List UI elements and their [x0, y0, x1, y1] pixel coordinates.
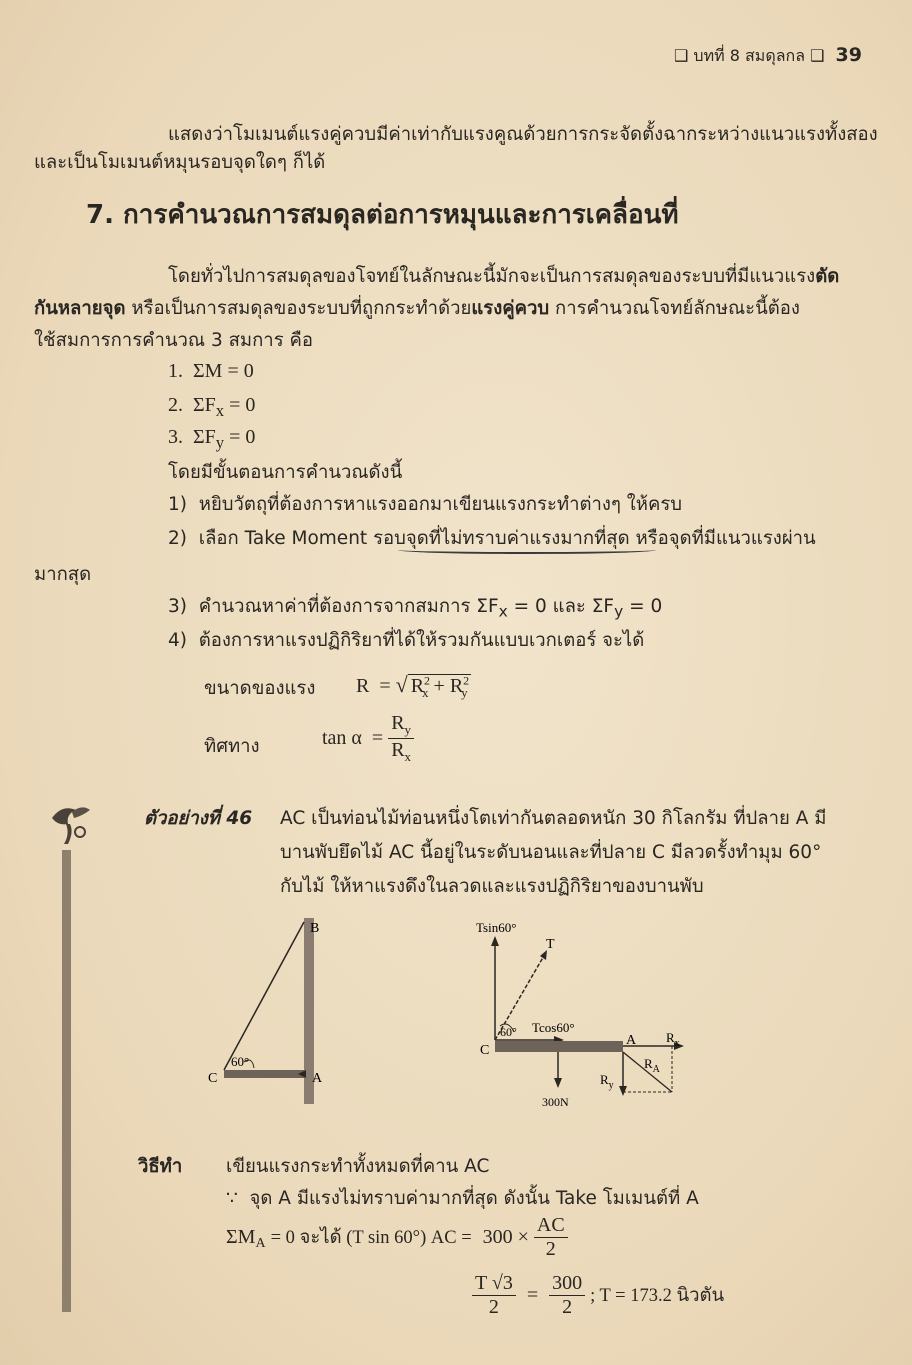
- label-ra: [644, 1056, 661, 1075]
- magnitude-formula: [356, 672, 471, 701]
- denominator: 2: [488, 1296, 499, 1318]
- step-text: คำนวณหาค่าที่ต้องการจากสมการ ΣF: [198, 596, 499, 617]
- solution-text: จุด A มีแรงไม่ทราบค่ามากที่สุด ดังนั้น Take โมเมนต์ที่ A: [249, 1188, 699, 1209]
- eq-rhs: = 0: [229, 426, 256, 448]
- direction-formula: [322, 712, 414, 765]
- moment-eq: = 0 จะได้ (T sin 60°) AC =: [270, 1228, 472, 1248]
- numerator: T √3: [472, 1272, 516, 1296]
- moment-rhs: 300 ×: [482, 1226, 529, 1248]
- step-text: เลือก Take Moment: [198, 528, 374, 549]
- steps-intro: โดยมีขั้นตอนการคำนวณดังนี้: [168, 462, 403, 483]
- rx-sub: x: [422, 685, 429, 700]
- example-label: ตัวอย่างที่ 46: [144, 808, 253, 829]
- arrow-head: [619, 1086, 627, 1096]
- formula-lhs: tan α: [322, 727, 362, 749]
- formula-eq: =: [379, 675, 391, 697]
- final-equation: [472, 1272, 724, 1319]
- plus: +: [433, 675, 445, 697]
- step-3: [168, 592, 662, 621]
- figure-wall-rod: [200, 910, 340, 1110]
- ra-sub: A: [652, 1064, 660, 1075]
- sqrt-sign: √: [395, 672, 408, 697]
- eq-lhs: ΣM: [193, 360, 223, 382]
- moment-lhs: ΣM: [226, 1226, 256, 1248]
- numerator: 300: [549, 1272, 585, 1296]
- rod-ac: [224, 1070, 304, 1078]
- step-1: [168, 490, 682, 519]
- final-fraction-2: [549, 1272, 585, 1319]
- label-c: C: [480, 1043, 490, 1058]
- step-number: 2): [168, 528, 187, 549]
- label-ry: [600, 1072, 614, 1091]
- example-line-2: บานพับยึดไม้ AC นี้อยู่ในระดับนอนและที่ปลาย C มีลวดรั้งทำมุม 60°: [280, 842, 822, 863]
- arrow-head: [554, 1078, 562, 1088]
- figure-free-body: [466, 914, 706, 1114]
- wire-bc: [224, 922, 304, 1070]
- beam: [495, 1041, 623, 1052]
- moment-equation: [226, 1214, 568, 1261]
- para-bold: กันหลายจุด: [34, 298, 126, 319]
- ry-sub: y: [608, 1080, 614, 1091]
- step-text-underlined: รอบจุดที่ไม่ทราบค่าแรงมากที่สุด: [373, 528, 630, 549]
- ry: R: [449, 675, 464, 697]
- numerator: AC: [534, 1214, 568, 1238]
- step-text: หรือจุดที่มีแนวแรงผ่าน: [629, 528, 816, 549]
- eq-rhs: = 0: [227, 360, 254, 382]
- final-result: ; T = 173.2 นิวตัน: [590, 1286, 725, 1306]
- step-text: ต้องการหาแรงปฏิกิริยาที่ได้ให้รวมกันแบบเวกเตอร์ จะได้: [198, 630, 645, 651]
- section-heading: [86, 194, 679, 235]
- step-sub: y: [614, 602, 624, 621]
- intro-line-1: แสดงว่าโมเมนต์แรงคู่ควบมีค่าเท่ากับแรงคูณด้วยการกระจัดตั้งฉากระหว่างแนวแรงทั้งสอง: [168, 124, 878, 145]
- magnitude-label: ขนาดของแรง: [204, 678, 316, 699]
- denominator: 2: [562, 1296, 573, 1318]
- example-line-1: AC เป็นท่อนไม้ท่อนหนึ่งโตเท่ากันตลอดหนัก 30 กิโลกรัม ที่ปลาย A มี: [280, 808, 827, 829]
- num-r: R: [391, 712, 405, 734]
- label-angle: 60°: [500, 1025, 517, 1039]
- eq-number: 1.: [168, 360, 183, 382]
- ry-letter: R: [600, 1072, 609, 1087]
- arrow-head: [491, 936, 499, 946]
- power: 2: [424, 673, 431, 688]
- den-r: R: [391, 739, 405, 761]
- formula-lhs: R: [356, 675, 370, 697]
- equation-1: [168, 360, 254, 383]
- rx-letter: R: [666, 1030, 675, 1045]
- num-sub: y: [404, 722, 412, 737]
- handwritten-underline: [398, 546, 656, 554]
- eq-number: 3.: [168, 426, 183, 448]
- eq-lhs: ΣF: [193, 394, 216, 416]
- step-number: 4): [168, 630, 187, 651]
- example-line-3: กับไม้ ให้หาแรงดึงในลวดและแรงปฏิกิริยาของบานพับ: [280, 876, 704, 897]
- step-2-continuation: มากสุด: [34, 564, 92, 585]
- eq-number: 2.: [168, 394, 183, 416]
- ry-sub: y: [461, 685, 468, 700]
- leaf-ornament-icon: [44, 800, 94, 856]
- label-a: A: [312, 1071, 323, 1086]
- sidebar-bar: [62, 850, 71, 1312]
- para-bold: แรงคู่ควบ: [471, 298, 550, 319]
- page-number: 39: [835, 44, 862, 66]
- eq-sub: x: [215, 401, 225, 420]
- section-number: 7.: [86, 200, 114, 230]
- label-tcos: Tcos60°: [532, 1020, 575, 1035]
- step-4: [168, 626, 644, 655]
- label-weight: 300N: [542, 1095, 569, 1109]
- solution-label: วิธีทำ: [138, 1156, 183, 1177]
- para-line-1: [168, 262, 839, 291]
- para-text: การคำนวณโจทย์ลักษณะนี้ต้อง: [549, 298, 800, 319]
- intro-line-2: และเป็นโมเมนต์หมุนรอบจุดใดๆ ก็ได้: [34, 152, 326, 173]
- eq-rhs: = 0: [229, 394, 256, 416]
- section-title: การคำนวณการสมดุลต่อการหมุนและการเคลื่อนที่: [123, 200, 679, 230]
- moment-sub: A: [255, 1236, 266, 1252]
- moment-fraction: [534, 1214, 568, 1261]
- step-sub: x: [498, 602, 508, 621]
- fraction: [388, 712, 414, 765]
- denominator: 2: [545, 1238, 556, 1260]
- equation-2: [168, 394, 255, 421]
- label-c: C: [208, 1071, 218, 1086]
- step-text: หยิบวัตถุที่ต้องการหาแรงออกมาเขียนแรงกระทำต่างๆ ให้ครบ: [198, 494, 683, 515]
- eq-lhs: ΣF: [193, 426, 216, 448]
- label-a: A: [626, 1033, 637, 1048]
- label-t: T: [546, 937, 555, 952]
- radicand: [408, 673, 471, 700]
- chapter-title: ❑ บทที่ 8 สมดุลกล ❑: [673, 46, 825, 65]
- final-eq: =: [526, 1284, 539, 1306]
- running-header: [674, 44, 862, 69]
- power: 2: [463, 673, 470, 688]
- label-b: B: [310, 921, 320, 936]
- label-tsin: Tsin60°: [476, 920, 517, 935]
- solution-line-1: เขียนแรงกระทำทั้งหมดที่คาน AC: [226, 1156, 490, 1177]
- because-symbol: ∵: [226, 1188, 238, 1209]
- step-number: 3): [168, 596, 187, 617]
- denominator: [388, 739, 414, 765]
- step-text: = 0 และ ΣF: [507, 596, 615, 617]
- step-number: 1): [168, 494, 187, 515]
- para-line-3: ใช้สมการการคำนวณ 3 สมการ คือ: [34, 330, 313, 351]
- eq-sub: y: [215, 433, 225, 452]
- rx: R: [410, 675, 425, 697]
- formula-eq: =: [371, 727, 384, 749]
- final-fraction-1: [472, 1272, 516, 1319]
- rx-sub: x: [674, 1038, 680, 1049]
- step-text: = 0: [623, 596, 663, 617]
- solution-line-2: [226, 1184, 699, 1213]
- direction-label: ทิศทาง: [204, 736, 260, 757]
- para-bold: ตัด: [815, 266, 840, 287]
- ra-letter: R: [644, 1056, 653, 1071]
- den-sub: x: [404, 749, 412, 764]
- label-angle: 60°: [231, 1054, 250, 1069]
- para-text: โดยทั่วไปการสมดุลของโจทย์ในลักษณะนี้มักจะเป็นการสมดุลของระบบที่มีแนวแรง: [168, 266, 816, 287]
- numerator: [388, 712, 414, 739]
- equation-3: [168, 426, 255, 453]
- para-text: หรือเป็นการสมดุลของระบบที่ถูกกระทำด้วย: [125, 298, 472, 319]
- para-line-2: [34, 294, 800, 323]
